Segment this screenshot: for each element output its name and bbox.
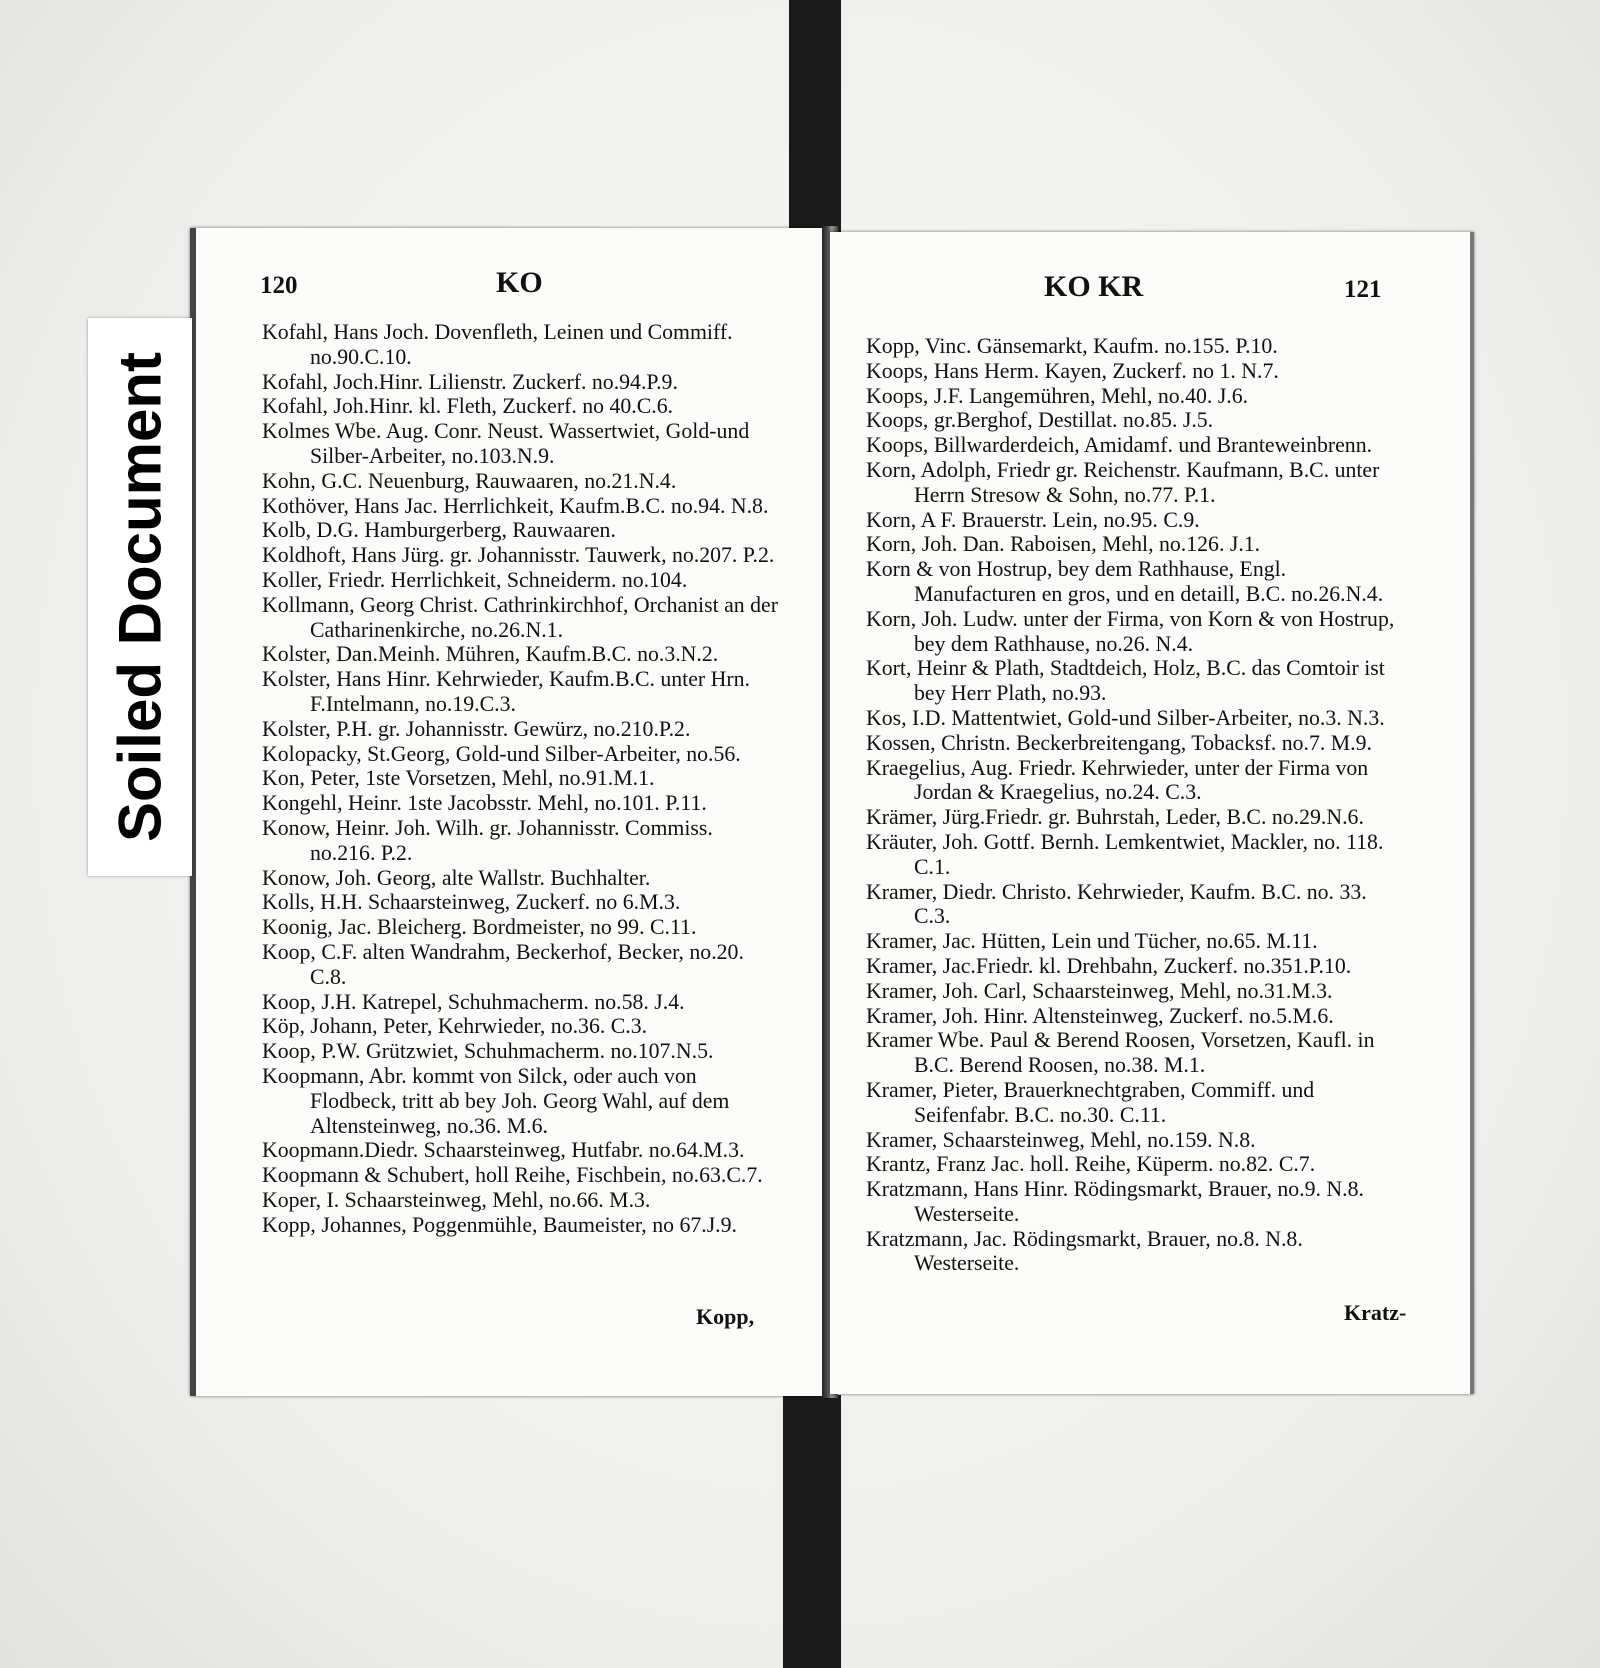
right-page [830, 232, 1474, 1394]
directory-entry: Kramer, Jac.Friedr. kl. Drehbahn, Zuckerf. no.351.P.10. [866, 953, 1352, 978]
directory-entry: Koops, Billwarderdeich, Amidamf. und Branteweinbrenn. [866, 433, 1373, 458]
directory-entry: Kofahl, Joh.Hinr. kl. Fleth, Zuckerf. no 40.C.6. [262, 394, 674, 419]
directory-entry: Koper, I. Schaarsteinweg, Mehl, no.66. M.3. [262, 1187, 651, 1212]
left-catchword: Kopp, [696, 1304, 755, 1329]
directory-entry: Kolster, P.H. gr. Johannisstr. Gewürz, no.210.P.2. [262, 716, 691, 741]
directory-entry: Kolster, Hans Hinr. Kehrwieder, Kaufm.B.C. unter Hrn. F.Intelmann, no.19.C.3. [262, 667, 750, 716]
directory-entry: Kossen, Christn. Beckerbreitengang, Tobacksf. no.7. M.9. [866, 730, 1372, 755]
directory-entry: Konow, Heinr. Joh. Wilh. gr. Johannisstr. Commiss. no.216. P.2. [262, 815, 713, 865]
directory-entry: Kolopacky, St.Georg, Gold-und Silber-Arbeiter, no.56. [262, 741, 741, 766]
directory-entry: Koldhoft, Hans Jürg. gr. Johannisstr. Tauwerk, no.207. P.2. [262, 543, 775, 568]
directory-entry: Koops, J.F. Langemühren, Mehl, no.40. J.6. [866, 383, 1249, 408]
directory-entry: Korn, A F. Brauerstr. Lein, no.95. C.9. [866, 507, 1200, 532]
directory-entry: Korn, Joh. Dan. Raboisen, Mehl, no.126. J.1. [866, 532, 1261, 557]
directory-entry: Kramer, Pieter, Brauerknechtgraben, Commiff. und Seifenfabr. B.C. no.30. C.11. [866, 1077, 1315, 1127]
spine-bottom-strip [783, 1395, 841, 1668]
directory-entry: Koopmann, Abr. kommt von Silck, oder auch von Flodbeck, tritt ab bey Joh. Georg Wahl, auf dem Altensteinweg, no.36. M.6. [262, 1063, 730, 1138]
directory-entry: Kohn, G.C. Neuenburg, Rauwaaren, no.21.N.4. [262, 468, 677, 493]
directory-entry: Kräuter, Joh. Gottf. Bernh. Lemkentwiet, Mackler, no. 118. C.1. [866, 829, 1384, 879]
directory-entry: Koop, J.H. Katrepel, Schuhmacherm. no.58. J.4. [262, 989, 685, 1014]
directory-entry: Kopp, Vinc. Gänsemarkt, Kaufm. no.155. P.10. [866, 334, 1278, 358]
directory-entry: Kollmann, Georg Christ. Cathrinkirchhof, Orchanist an der Catharinenkirche, no.26.N.1. [262, 592, 778, 642]
directory-entry: Kothöver, Hans Jac. Herrlichkeit, Kaufm.B.C. no.94. N.8. [262, 493, 769, 518]
left-entry-list [262, 320, 782, 1237]
directory-entry: Korn, Joh. Ludw. unter der Firma, von Korn & von Hostrup, bey dem Rathhause, no.26. N.4. [866, 606, 1395, 656]
spine-top-strip [789, 0, 841, 240]
directory-entry: Kofahl, Hans Joch. Dovenfleth, Leinen und Commiff. no.90.C.10. [262, 320, 733, 369]
directory-entry: Kramer, Schaarsteinweg, Mehl, no.159. N.8. [866, 1127, 1256, 1152]
right-page-header: KO KR [1044, 270, 1144, 303]
directory-entry: Kos, I.D. Mattentwiet, Gold-und Silber-Arbeiter, no.3. N.3. [866, 705, 1385, 730]
directory-entry: Kramer Wbe. Paul & Berend Roosen, Vorsetzen, Kaufl. in B.C. Berend Roosen, no.38. M.1. [866, 1028, 1375, 1078]
directory-entry: Kolmes Wbe. Aug. Conr. Neust. Wassertwiet, Gold-und Silber-Arbeiter, no.103.N.9. [262, 419, 750, 468]
directory-entry: Kofahl, Joch.Hinr. Lilienstr. Zuckerf. no.94.P.9. [262, 369, 678, 394]
directory-entry: Koller, Friedr. Herrlichkeit, Schneiderm. no.104. [262, 567, 688, 592]
directory-entry: Krantz, Franz Jac. holl. Reihe, Küperm. no.82. C.7. [866, 1152, 1316, 1177]
directory-entry: Kramer, Jac. Hütten, Lein und Tücher, no.65. M.11. [866, 929, 1318, 954]
directory-entry: Kratzmann, Jac. Rödingsmarkt, Brauer, no.8. N.8. Westerseite. [866, 1226, 1303, 1276]
directory-entry: Kort, Heinr & Plath, Stadtdeich, Holz, B.C. das Comtoir ist bey Herr Plath, no.93. [866, 656, 1385, 706]
left-page-number: 120 [260, 272, 298, 299]
right-page-number: 121 [1344, 276, 1382, 303]
directory-entry: Kon, Peter, 1ste Vorsetzen, Mehl, no.91.M.1. [262, 766, 655, 791]
directory-entry: Kopp, Johannes, Poggenmühle, Baumeister, no 67.J.9. [262, 1212, 737, 1237]
left-page-header: KO [496, 266, 543, 299]
directory-entry: Koop, P.W. Grützwiet, Schuhmacherm. no.107.N.5. [262, 1039, 714, 1064]
label-text: Soiled Document [106, 351, 174, 843]
directory-entry: Kolls, H.H. Schaarsteinweg, Zuckerf. no 6.M.3. [262, 890, 681, 915]
directory-entry: Kramer, Joh. Hinr. Altensteinweg, Zuckerf. no.5.M.6. [866, 1003, 1334, 1028]
directory-entry: Koops, gr.Berghof, Destillat. no.85. J.5. [866, 408, 1214, 433]
directory-entry: Koop, C.F. alten Wandrahm, Beckerhof, Becker, no.20. C.8. [262, 939, 744, 989]
left-page [190, 228, 832, 1396]
directory-entry: Konow, Joh. Georg, alte Wallstr. Buchhalter. [262, 865, 651, 890]
directory-entry: Koops, Hans Herm. Kayen, Zuckerf. no 1. N.7. [866, 358, 1279, 383]
directory-entry: Krämer, Jürg.Friedr. gr. Buhrstah, Leder, B.C. no.29.N.6. [866, 805, 1364, 830]
right-catchword: Kratz- [1344, 1300, 1407, 1325]
directory-entry: Korn & von Hostrup, bey dem Rathhause, Engl. Manufacturen en gros, und en detaill, B.C. no.26.N.4. [866, 557, 1384, 606]
directory-entry: Koopmann & Schubert, holl Reihe, Fischbein, no.63.C.7. [262, 1163, 763, 1188]
directory-entry: Koonig, Jac. Bleicherg. Bordmeister, no 99. C.11. [262, 915, 697, 940]
soiled-document-label [88, 318, 192, 876]
directory-entry: Kraegelius, Aug. Friedr. Kehrwieder, unter der Firma von Jordan & Kraegelius, no.24. C.3. [866, 755, 1369, 805]
directory-entry: Koopmann.Diedr. Schaarsteinweg, Hutfabr. no.64.M.3. [262, 1138, 745, 1163]
directory-entry: Köp, Johann, Peter, Kehrwieder, no.36. C.3. [262, 1014, 648, 1039]
right-entry-list [866, 334, 1396, 1276]
directory-entry: Kramer, Joh. Carl, Schaarsteinweg, Mehl, no.31.M.3. [866, 978, 1333, 1003]
directory-entry: Kolster, Dan.Meinh. Mühren, Kaufm.B.C. no.3.N.2. [262, 642, 719, 667]
directory-entry: Kratzmann, Hans Hinr. Rödingsmarkt, Brauer, no.9. N.8. Westerseite. [866, 1177, 1364, 1226]
directory-entry: Kongehl, Heinr. 1ste Jacobsstr. Mehl, no.101. P.11. [262, 791, 707, 816]
directory-entry: Kramer, Diedr. Christo. Kehrwieder, Kaufm. B.C. no. 33. C.3. [866, 879, 1367, 929]
directory-entry: Kolb, D.G. Hamburgerberg, Rauwaaren. [262, 518, 616, 543]
directory-entry: Korn, Adolph, Friedr gr. Reichenstr. Kaufmann, B.C. unter Herrn Stresow & Sohn, no.77. P.1. [866, 457, 1380, 507]
